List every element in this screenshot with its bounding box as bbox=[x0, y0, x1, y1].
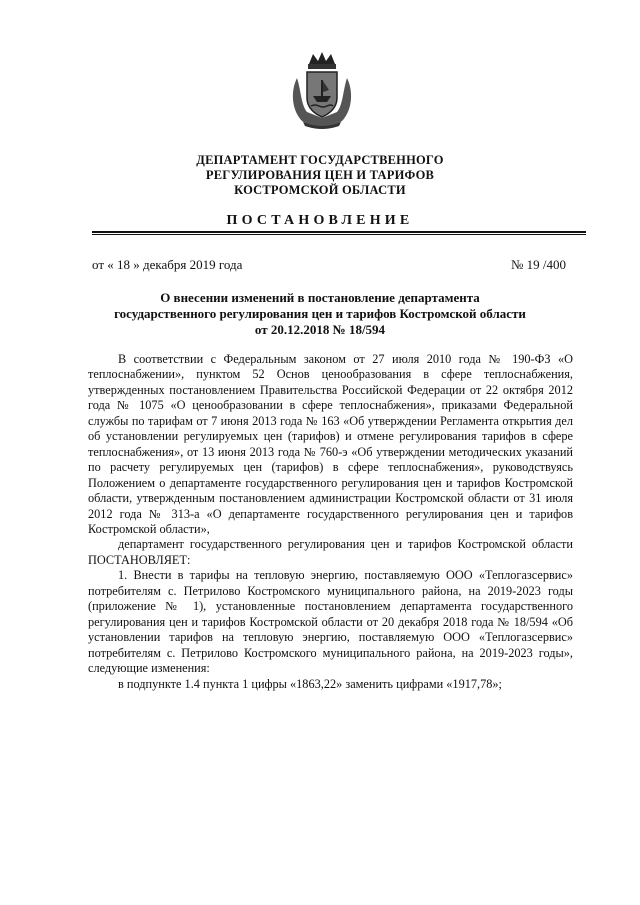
department-name bbox=[0, 153, 640, 198]
resolution-paragraph: департамент государственного регулирования цен и тарифов Костромской области ПОСТАНОВЛЯЕТ: bbox=[88, 537, 573, 567]
header-rule-thin bbox=[92, 234, 586, 235]
subitem-paragraph: в подпункте 1.4 пункта 1 цифры «1863,22» заменить цифрами «1917,78»; bbox=[118, 676, 502, 691]
document-number: № 19 /400 bbox=[510, 257, 566, 272]
title-line-2: государственного регулирования цен и тарифов Костромской области bbox=[114, 306, 526, 321]
department-line-3: КОСТРОМСКОЙ ОБЛАСТИ bbox=[234, 183, 406, 197]
title-line-3: от 20.12.2018 № 18/594 bbox=[254, 322, 386, 337]
coat-of-arms-icon bbox=[287, 50, 357, 130]
document-type-heading: ПОСТАНОВЛЕНИЕ bbox=[226, 213, 414, 228]
title-line-1: О внесении изменений в постановление департамента bbox=[160, 290, 480, 305]
item-1-paragraph: 1. Внести в тарифы на тепловую энергию, поставляемую ООО «Теплогазсервис» потребителям с. Петрилово Костромского муниципального района, на 2019-2023 годы (приложение № 1), установленные постановлением департамента государственного регулирования цен и тарифов Костромской области от 20 декабря 2018 года № 18/594 «Об установлении тарифов на тепловую энергию, поставляемую ООО «Теплогазсервис» потребителям с. Петрилово Костромского муниципального района, на 2019-2023 годы», следующие изменения: bbox=[88, 568, 573, 676]
date-number-line bbox=[92, 257, 566, 273]
document-body bbox=[88, 352, 573, 692]
preamble-paragraph: В соответствии с Федеральным законом от 27 июля 2010 года № 190-ФЗ «О теплоснабжении», пунктом 52 Основ ценообразования в сфере теплоснабжения, утвержденных постановлением Правительства Российской Федерации от 22 октября 2012 года № 1075 «О ценообразовании в сфере теплоснабжения», приказами Федеральной службы по тарифам от 7 июня 2013 года № 163 «Об утверждении Регламента открытия дел об установлении регулируемых цен (тарифов) и отмене регулирования тарифов в сфере теплоснабжения», от 13 июня 2013 года № 760-э «Об утверждении методических указаний по расчету регулируемых цен (тарифов) в сфере теплоснабжения», руководствуясь Положением о департаменте государственного регулирования цен и тарифов Костромской области, утвержденным постановлением администрации Костромской области от 31 июля 2012 года № 313-а «О департаменте государственного регулирования цен и тарифов Костромской области», bbox=[88, 352, 573, 536]
department-line-2: РЕГУЛИРОВАНИЯ ЦЕН И ТАРИФОВ bbox=[205, 168, 435, 182]
document-title bbox=[80, 290, 560, 338]
document-date: от « 18 » декабря 2019 года bbox=[92, 257, 243, 272]
header-rule-thick bbox=[92, 231, 586, 233]
department-line-1: ДЕПАРТАМЕНТ ГОСУДАРСТВЕННОГО bbox=[196, 153, 444, 167]
